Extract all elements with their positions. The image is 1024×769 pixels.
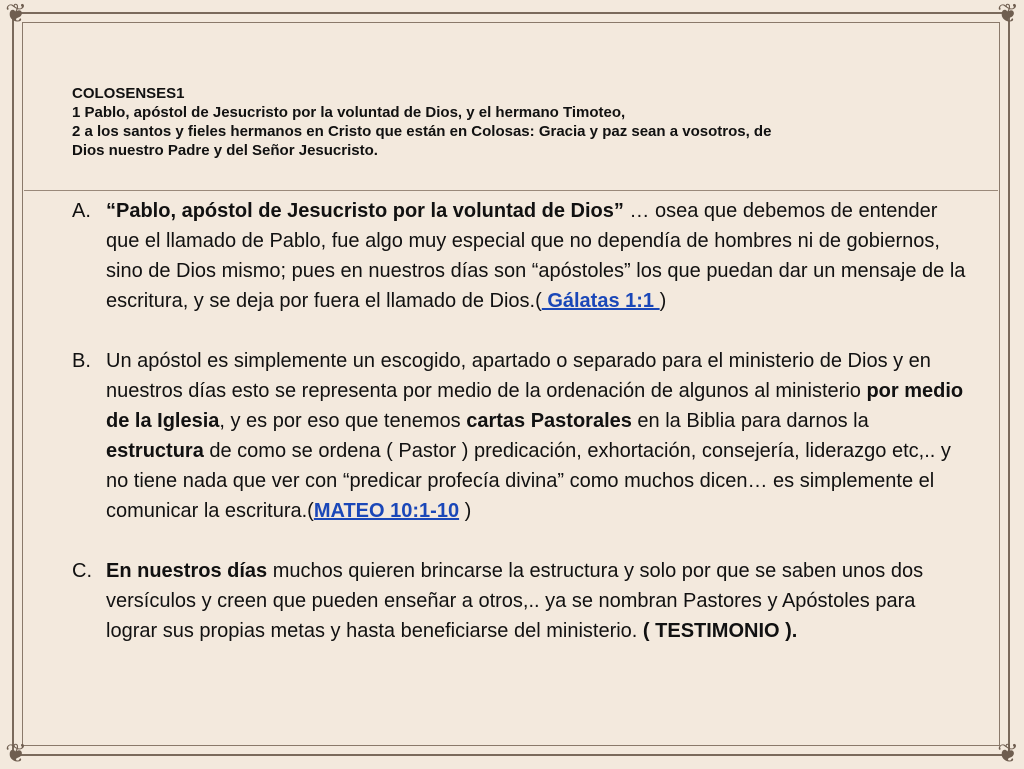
points-list [72,196,972,676]
header-divider [24,190,998,191]
point-b [72,346,972,526]
point-b-text: Un apóstol es simplemente un escogido, apartado o separado para el ministerio de Dios y en nuestros días esto se representa por medio de la ordenación de algunos al ministerio por medio de la Iglesia, y es por eso que tenemos cartas Pastorales en la Biblia para darnos la estructura de como se ordena ( Pastor ) predicación, exhortación, consejería, liderazgo etc,.. y no tiene nada que ver con “predicar profecía divina” como muchos dicen… es simplemente el comunicar la escritura.(MATEO 10:1-10 ) [106,350,964,522]
corner-ornament-icon: ❦ [5,739,27,769]
point-letter: A. [72,200,91,222]
point-a-text: “Pablo, apóstol de Jesucristo por la voluntad de Dios” … osea que debemos de entender que el llamado de Pablo, fue algo muy especial que no dependía de hombres ni de gobiernos, sino de Dios mismo; pues en nuestros días son “apóstoles” los que puedan dar un mensaje de la escritura, y se deja por fuera el llamado de Dios.( Gálatas 1:1 ) [106,200,966,312]
corner-ornament-icon: ❦ [997,0,1019,29]
header-verse-2a: 2 a los santos y fieles hermanos en Cristo que están en Colosas: Gracia y paz sean a vosotros, de [72,123,772,140]
scripture-header [72,84,952,160]
point-a [72,196,972,316]
header-verse-2b: Dios nuestro Padre y del Señor Jesucristo. [72,142,378,159]
point-a-quote: “Pablo, apóstol de Jesucristo por la voluntad de Dios” [106,200,624,222]
galatas-link[interactable]: Gálatas 1:1 [541,290,660,312]
header-verse-1: 1 Pablo, apóstol de Jesucristo por la voluntad de Dios, y el hermano Timoteo, [72,104,626,121]
point-letter: C. [72,560,92,582]
point-c [72,556,972,646]
point-letter: B. [72,350,91,372]
point-c-text: En nuestros días muchos quieren brincarse la estructura y solo por que se saben unos dos versículos y creen que pueden enseñar a otros,.. ya se nombran Pastores y Apóstoles para lograr sus propias metas y hasta beneficiarse del ministerio. ( TESTIMONIO ). [106,560,924,642]
header-title: COLOSENSES1 [72,85,185,102]
corner-ornament-icon: ❦ [5,0,27,29]
corner-ornament-icon: ❦ [997,739,1019,769]
mateo-link[interactable]: MATEO 10:1-10 [313,500,460,522]
